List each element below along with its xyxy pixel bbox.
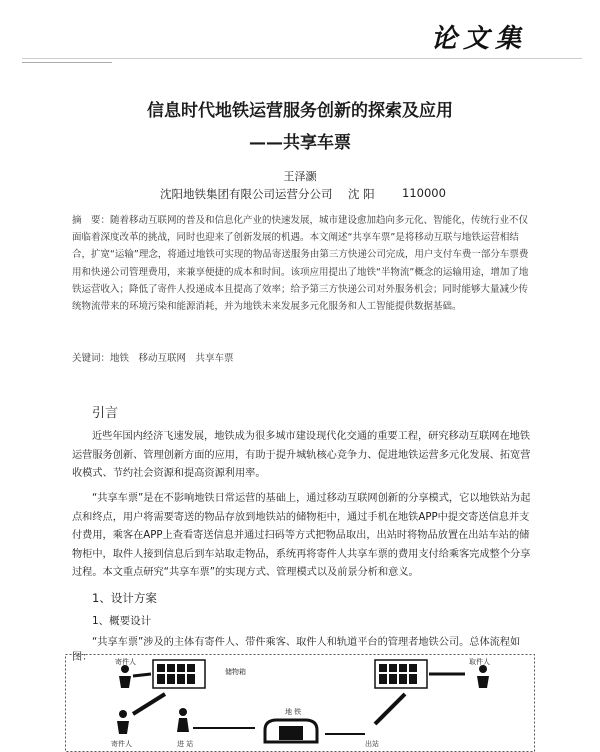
diagram-receiver-label: 取件人 bbox=[469, 658, 490, 666]
abstract-text: 随着移动互联网的普及和信息化产业的快速发展，城市建设愈加趋向多元化、智能化，传统行业不仅面临着深度改革的挑战，同时也迎来了创新发展的机遇。本文阐述“共享车票”是将移动互联与地铁运营相结合，扩宽“运输”理念，将通过地铁可实现的物品寄送服务由第三方快递公司完成，用户支付车费一部分车票费用和快递公司管理费用，来兼享便捷的成本和时间。该项应用提出了地铁“半物流”概念的运输用途，增加了地铁运营收入；降低了寄件人投递成本且提高了效率；给予第三方快递公司对外服务机会；同时能够大量减少传统物流带来的环境污染和能源消耗，并为地铁未来发展多元化服务和人工智能提供数据基础。 bbox=[72, 215, 529, 313]
intro-paragraph-1: 近些年国内经济飞速发展，地铁成为很多城市建设现代化交通的重要工程，研究移动互联网在地铁运营服务创新、管理创新方面的应用，有助于提升城轨核心竞争力、促进地铁运营多元化发展、拓宽营收模式、节约社会资源和提高资源利用率。 bbox=[72, 431, 531, 479]
diagram-sender-label: 寄件人 bbox=[115, 658, 136, 666]
locker-right-icon bbox=[375, 660, 427, 688]
diagram-enter-label: 进 站 bbox=[177, 740, 194, 748]
header-rule-short bbox=[22, 62, 112, 63]
intro-heading: 引言 bbox=[92, 406, 119, 421]
header-rule bbox=[22, 58, 582, 59]
diagram-locker-label: 储物箱 bbox=[225, 668, 246, 676]
journal-section-mark: 论文集 bbox=[431, 24, 528, 54]
diagram-metro-label: 地 铁 bbox=[285, 708, 302, 716]
abstract-label: 摘 要： bbox=[72, 215, 111, 226]
subsection-heading: 1、概要设计 bbox=[92, 615, 152, 627]
keywords-list: 地铁 移动互联网 共享车票 bbox=[110, 353, 234, 364]
flow-diagram bbox=[65, 654, 535, 752]
receiver-person-icon bbox=[477, 665, 489, 688]
postcode: 110000 bbox=[402, 186, 446, 200]
abstract bbox=[72, 212, 534, 315]
walker-icon bbox=[177, 708, 189, 732]
section-heading: 1、设计方案 bbox=[92, 591, 157, 605]
metro-train-icon bbox=[265, 720, 317, 742]
section-text: “共享车票”涉及的主体有寄件人、带件乘客、取件人和轨道平台的管理者地铁公司。总体流程如图： bbox=[72, 637, 521, 663]
keywords-label: 关键词： bbox=[72, 353, 111, 364]
keywords bbox=[72, 350, 234, 364]
author-name: 王泽灏 bbox=[283, 170, 317, 183]
sender2-person-icon bbox=[117, 710, 129, 734]
paper-subtitle: ——共享车票 bbox=[249, 133, 351, 153]
affiliation: 沈阳地铁集团有限公司运营分公司 bbox=[160, 187, 333, 201]
arrow-up bbox=[133, 694, 165, 714]
diagram-exit-label: 出站 bbox=[365, 740, 379, 748]
arrow-to-locker bbox=[133, 674, 151, 676]
intro-paragraph-2: “共享车票”是在不影响地铁日常运营的基础上，通过移动互联网创新的分享模式，它以地铁站为起点和终点，用户将需要寄送的物品存放到地铁站的储物柜中，通过手机在地铁APP中提交寄送信息并支付费用，乘客在APP上查看寄送信息并通过扫码等方式把物品取出，出站时将物品放置在出站车站的储物柜中，取件人接到信息后到车站取走物品，系统再将寄件人共享车票的费用支付给乘客完成整个分享过程。本文重点研究“共享车票”的实现方式、管理模式以及前景分析和意义。 bbox=[72, 493, 531, 578]
sender-person-icon bbox=[119, 665, 131, 688]
locker-left-icon bbox=[153, 660, 205, 688]
city: 沈 阳 bbox=[348, 187, 375, 201]
diagram-sender2-label: 寄件人 bbox=[111, 740, 132, 748]
paper-title: 信息时代地铁运营服务创新的探索及应用 bbox=[147, 101, 453, 121]
arrow-up-right bbox=[375, 694, 405, 724]
